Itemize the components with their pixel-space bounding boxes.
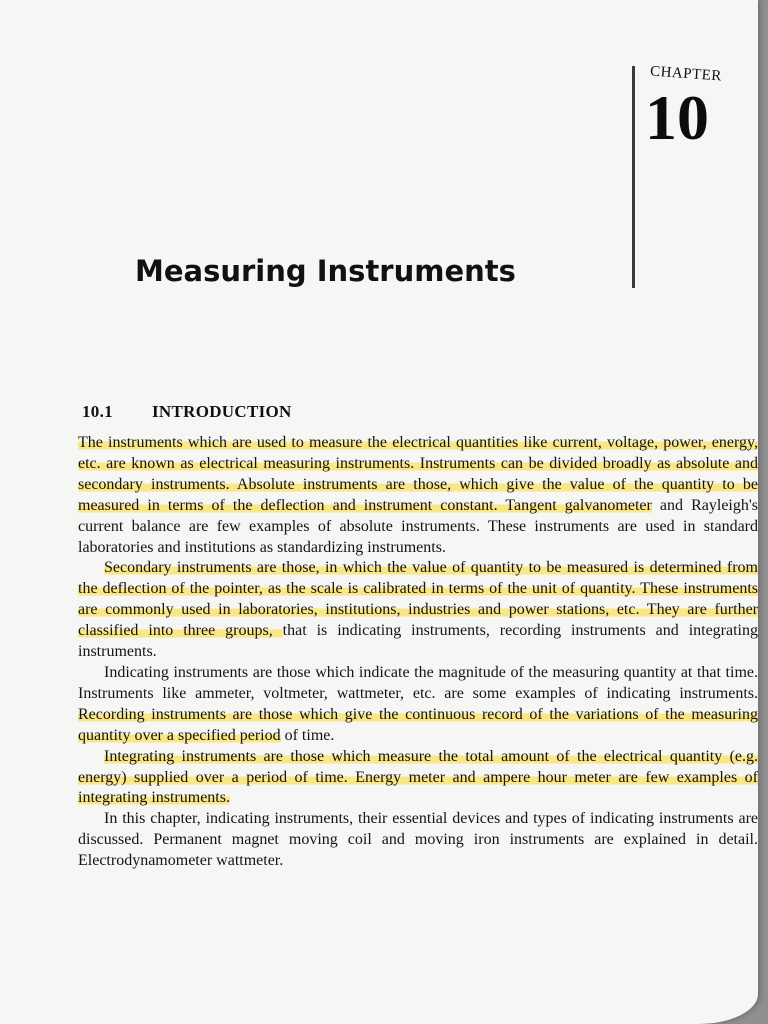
- chapter-title: Measuring Instruments: [135, 254, 516, 288]
- text-segment: Recording instruments are those which give the continuous record of the variations of the measuring quantity over a specified period: [78, 705, 758, 744]
- section-heading: [82, 402, 292, 422]
- text-segment: The instruments which are used to measure the electrical quantities like current, voltage, power, energy, etc. are known as electrical measuring instruments. Instruments can be divided broadly as absolute and secondary instruments. Absolute instruments are those, which give the value of the quantity to be measured in terms of the deflection and instrument constant. Tangent galvanometer: [78, 434, 758, 514]
- text-segment: In this chapter, indicating instruments, their essential devices and types of indicating instruments are discussed. Permanent magnet moving coil and moving iron instruments are explained in detail. Electrodynamometer wattmeter.: [78, 810, 758, 870]
- section-number: 10.1: [82, 402, 113, 421]
- text-segment: Indicating instruments are those which indicate the magnitude of the measuring quantity at that time. Instruments like ammeter, voltmeter, wattmeter, etc. are some examples of indicating instruments.: [78, 663, 758, 702]
- paragraph: [78, 433, 758, 558]
- chapter-label: CHAPTER: [649, 63, 723, 85]
- chapter-number: 10: [645, 82, 709, 153]
- text-segment: Integrating instruments are those which measure the total amount of the electrical quantity (e.g. energy) supplied over a period of time. Energy meter and ampere hour meter are few examples of integrating instruments.: [78, 747, 758, 807]
- text-segment: Secondary instruments are those, in which the value of quantity to be measured is determined from the deflection of the pointer, as the scale is calibrated in terms of the unit of quantity. These instruments are commonly used in laboratories, institutions, industries and power stations, etc. They are further classified into three groups,: [78, 559, 758, 640]
- section-title: INTRODUCTION: [152, 402, 292, 421]
- text-segment: and Rayleigh's current balance are few examples of absolute instruments. These instruments are used in standard laboratories and institutions as standardizing instruments.: [78, 496, 758, 556]
- paragraph: [78, 747, 758, 810]
- paragraph: [78, 809, 758, 872]
- body-text: [78, 433, 758, 872]
- paragraph: [78, 663, 758, 747]
- text-segment: that is indicating instruments, recording instruments and integrating instruments.: [78, 622, 758, 661]
- text-segment: of time.: [280, 726, 335, 744]
- paragraph: [78, 558, 758, 663]
- chapter-divider-bar: [632, 66, 635, 288]
